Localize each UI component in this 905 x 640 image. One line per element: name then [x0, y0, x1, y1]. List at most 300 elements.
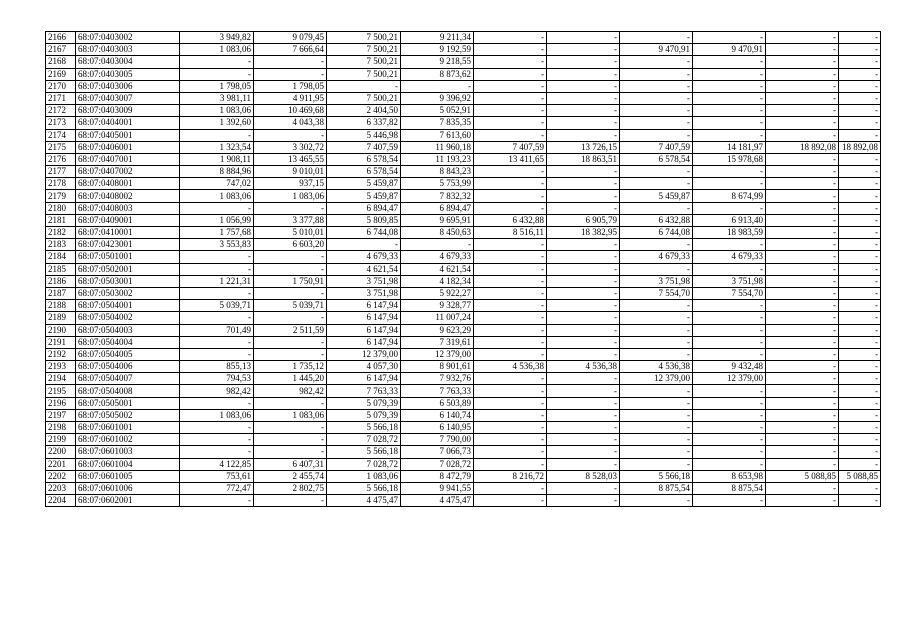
value-cell: 1 083,06: [180, 409, 254, 421]
value-cell: -: [693, 68, 766, 80]
value-cell: -: [693, 239, 766, 251]
value-cell: -: [327, 80, 401, 92]
value-cell: -: [766, 348, 839, 360]
value-cell: 6 140,74: [401, 409, 474, 421]
value-cell: -: [620, 300, 693, 312]
value-cell: 6 432,88: [474, 214, 547, 226]
value-cell: -: [547, 397, 620, 409]
value-cell: 1 083,06: [180, 190, 254, 202]
table-row: [46, 153, 881, 165]
value-cell: 5 079,39: [327, 409, 401, 421]
value-cell: -: [547, 32, 620, 44]
table-row: [46, 166, 881, 178]
value-cell: -: [839, 153, 881, 165]
value-cell: 1 083,06: [327, 470, 401, 482]
value-cell: 5 459,87: [327, 190, 401, 202]
value-cell: -: [693, 324, 766, 336]
value-cell: -: [474, 397, 547, 409]
value-cell: -: [839, 227, 881, 239]
value-cell: 5 088,85: [839, 470, 881, 482]
value-cell: -: [766, 275, 839, 287]
table-row: [46, 300, 881, 312]
value-cell: -: [839, 56, 881, 68]
value-cell: -: [620, 239, 693, 251]
value-cell: -: [547, 434, 620, 446]
value-cell: 9 328,77: [401, 300, 474, 312]
table-row: [46, 44, 881, 56]
value-cell: -: [547, 458, 620, 470]
value-cell: -: [766, 117, 839, 129]
value-cell: 9 218,55: [401, 56, 474, 68]
value-cell: -: [693, 56, 766, 68]
value-cell: 8 674,99: [693, 190, 766, 202]
value-cell: -: [766, 263, 839, 275]
value-cell: -: [620, 202, 693, 214]
row-number-cell: 2169: [46, 68, 76, 80]
cadastral-code-cell: 68:07:0406001: [76, 141, 180, 153]
cadastral-code-cell: 68:07:0504001: [76, 300, 180, 312]
value-cell: -: [620, 348, 693, 360]
value-cell: -: [180, 312, 254, 324]
value-cell: -: [547, 275, 620, 287]
value-cell: -: [254, 251, 327, 263]
value-cell: -: [180, 446, 254, 458]
value-cell: -: [620, 324, 693, 336]
value-cell: -: [547, 202, 620, 214]
table-row: [46, 263, 881, 275]
value-cell: 9 941,55: [401, 482, 474, 494]
value-cell: -: [839, 324, 881, 336]
value-cell: 9 079,45: [254, 32, 327, 44]
value-cell: 4 679,33: [327, 251, 401, 263]
value-cell: -: [620, 56, 693, 68]
value-cell: -: [693, 458, 766, 470]
value-cell: -: [839, 434, 881, 446]
value-cell: -: [766, 482, 839, 494]
cadastral-code-cell: 68:07:0403003: [76, 44, 180, 56]
value-cell: 3 751,98: [327, 287, 401, 299]
table-row: [46, 214, 881, 226]
value-cell: -: [474, 385, 547, 397]
value-cell: -: [839, 385, 881, 397]
value-cell: -: [474, 458, 547, 470]
row-number-cell: 2202: [46, 470, 76, 482]
value-cell: -: [766, 409, 839, 421]
row-number-cell: 2166: [46, 32, 76, 44]
row-number-cell: 2191: [46, 336, 76, 348]
row-number-cell: 2186: [46, 275, 76, 287]
value-cell: -: [474, 190, 547, 202]
value-cell: -: [839, 178, 881, 190]
value-cell: -: [620, 263, 693, 275]
value-cell: -: [254, 312, 327, 324]
value-cell: 3 751,98: [693, 275, 766, 287]
value-cell: -: [839, 446, 881, 458]
table-row: [46, 239, 881, 251]
value-cell: 6 432,88: [620, 214, 693, 226]
value-cell: -: [693, 32, 766, 44]
value-cell: -: [693, 446, 766, 458]
value-cell: 937,15: [254, 178, 327, 190]
value-cell: -: [620, 68, 693, 80]
row-number-cell: 2198: [46, 422, 76, 434]
value-cell: -: [766, 202, 839, 214]
value-cell: -: [766, 92, 839, 104]
value-cell: -: [839, 129, 881, 141]
value-cell: -: [254, 202, 327, 214]
cadastral-code-cell: 68:07:0403004: [76, 56, 180, 68]
value-cell: 12 379,00: [327, 348, 401, 360]
value-cell: 4 536,38: [620, 361, 693, 373]
row-number-cell: 2187: [46, 287, 76, 299]
value-cell: 7 554,70: [620, 287, 693, 299]
table-row: [46, 495, 881, 507]
value-cell: 6 147,94: [327, 373, 401, 385]
row-number-cell: 2201: [46, 458, 76, 470]
value-cell: -: [474, 166, 547, 178]
value-cell: -: [766, 44, 839, 56]
row-number-cell: 2192: [46, 348, 76, 360]
value-cell: 7 832,32: [401, 190, 474, 202]
value-cell: -: [547, 495, 620, 507]
value-cell: 13 411,65: [474, 153, 547, 165]
value-cell: 4 475,47: [401, 495, 474, 507]
value-cell: 6 905,79: [547, 214, 620, 226]
cadastral-code-cell: 68:07:0504008: [76, 385, 180, 397]
value-cell: 12 379,00: [620, 373, 693, 385]
cadastral-code-cell: 68:07:0403007: [76, 92, 180, 104]
value-cell: 12 379,00: [693, 373, 766, 385]
value-cell: -: [474, 129, 547, 141]
value-cell: 5 459,87: [327, 178, 401, 190]
value-cell: -: [180, 56, 254, 68]
row-number-cell: 2182: [46, 227, 76, 239]
value-cell: 11 193,23: [401, 153, 474, 165]
value-cell: -: [766, 287, 839, 299]
value-cell: 7 763,33: [401, 385, 474, 397]
value-cell: 4 475,47: [327, 495, 401, 507]
value-cell: 8 884,96: [180, 166, 254, 178]
value-cell: -: [839, 348, 881, 360]
value-cell: -: [474, 409, 547, 421]
value-cell: 8 901,61: [401, 361, 474, 373]
value-cell: -: [180, 287, 254, 299]
value-cell: 11 007,24: [401, 312, 474, 324]
value-cell: -: [547, 300, 620, 312]
value-cell: -: [839, 117, 881, 129]
value-cell: 3 553,83: [180, 239, 254, 251]
value-cell: 7 028,72: [401, 458, 474, 470]
table-row: [46, 470, 881, 482]
row-number-cell: 2183: [46, 239, 76, 251]
value-cell: 6 147,94: [327, 336, 401, 348]
value-cell: -: [474, 56, 547, 68]
value-cell: -: [620, 434, 693, 446]
table-row: [46, 251, 881, 263]
value-cell: 4 621,54: [401, 263, 474, 275]
value-cell: -: [474, 434, 547, 446]
table-row: [46, 227, 881, 239]
table-body: [46, 32, 881, 507]
value-cell: -: [180, 495, 254, 507]
value-cell: 6 578,54: [620, 153, 693, 165]
value-cell: -: [547, 239, 620, 251]
value-cell: -: [474, 178, 547, 190]
value-cell: 1 757,68: [180, 227, 254, 239]
value-cell: 8 472,79: [401, 470, 474, 482]
table-row: [46, 202, 881, 214]
table-row: [46, 446, 881, 458]
value-cell: -: [693, 409, 766, 421]
value-cell: -: [766, 251, 839, 263]
row-number-cell: 2193: [46, 361, 76, 373]
value-cell: 18 892,08: [766, 141, 839, 153]
value-cell: 7 500,21: [327, 68, 401, 80]
value-cell: 6 147,94: [327, 300, 401, 312]
row-number-cell: 2199: [46, 434, 76, 446]
value-cell: -: [474, 251, 547, 263]
value-cell: 10 469,68: [254, 105, 327, 117]
value-cell: -: [254, 434, 327, 446]
cadastral-code-cell: 68:07:0504003: [76, 324, 180, 336]
value-cell: 5 566,18: [620, 470, 693, 482]
value-cell: -: [839, 495, 881, 507]
row-number-cell: 2190: [46, 324, 76, 336]
value-cell: 772,47: [180, 482, 254, 494]
value-cell: 2 511,59: [254, 324, 327, 336]
value-cell: -: [839, 336, 881, 348]
row-number-cell: 2184: [46, 251, 76, 263]
value-cell: 8 450,63: [401, 227, 474, 239]
table-row: [46, 68, 881, 80]
value-cell: -: [839, 263, 881, 275]
value-cell: 9 396,92: [401, 92, 474, 104]
value-cell: -: [180, 263, 254, 275]
value-cell: -: [254, 422, 327, 434]
value-cell: -: [693, 263, 766, 275]
value-cell: 7 407,59: [327, 141, 401, 153]
value-cell: -: [474, 44, 547, 56]
value-cell: 1 798,05: [254, 80, 327, 92]
value-cell: 6 578,54: [327, 166, 401, 178]
table-row: [46, 178, 881, 190]
value-cell: -: [254, 446, 327, 458]
value-cell: -: [839, 166, 881, 178]
value-cell: -: [180, 68, 254, 80]
value-cell: 5 039,71: [180, 300, 254, 312]
value-cell: 6 140,95: [401, 422, 474, 434]
value-cell: -: [547, 422, 620, 434]
value-cell: -: [766, 239, 839, 251]
value-cell: -: [693, 117, 766, 129]
value-cell: -: [766, 434, 839, 446]
value-cell: 5 079,39: [327, 397, 401, 409]
value-cell: -: [254, 129, 327, 141]
row-number-cell: 2185: [46, 263, 76, 275]
value-cell: -: [474, 32, 547, 44]
cadastral-code-cell: 68:07:0403005: [76, 68, 180, 80]
value-cell: 13 726,15: [547, 141, 620, 153]
row-number-cell: 2168: [46, 56, 76, 68]
value-cell: 6 578,54: [327, 153, 401, 165]
value-cell: 8 873,62: [401, 68, 474, 80]
value-cell: 3 751,98: [327, 275, 401, 287]
value-cell: 5 446,98: [327, 129, 401, 141]
value-cell: 12 379,00: [401, 348, 474, 360]
value-cell: -: [766, 336, 839, 348]
value-cell: 3 981,11: [180, 92, 254, 104]
value-cell: 11 960,18: [401, 141, 474, 153]
value-cell: -: [547, 44, 620, 56]
value-cell: 982,42: [254, 385, 327, 397]
value-cell: -: [547, 190, 620, 202]
value-cell: 6 744,08: [620, 227, 693, 239]
value-cell: -: [620, 336, 693, 348]
value-cell: -: [620, 458, 693, 470]
value-cell: 4 679,33: [401, 251, 474, 263]
value-cell: -: [766, 32, 839, 44]
value-cell: -: [474, 300, 547, 312]
value-cell: 5 566,18: [327, 446, 401, 458]
value-cell: -: [254, 68, 327, 80]
cadastral-code-cell: 68:07:0409001: [76, 214, 180, 226]
value-cell: -: [839, 190, 881, 202]
value-cell: -: [474, 80, 547, 92]
value-cell: 7 066,73: [401, 446, 474, 458]
value-cell: -: [766, 312, 839, 324]
row-number-cell: 2179: [46, 190, 76, 202]
value-cell: -: [620, 129, 693, 141]
value-cell: -: [766, 422, 839, 434]
value-cell: 4 043,38: [254, 117, 327, 129]
value-cell: 15 978,68: [693, 153, 766, 165]
value-cell: 2 455,74: [254, 470, 327, 482]
value-cell: 4 911,95: [254, 92, 327, 104]
value-cell: -: [839, 239, 881, 251]
value-cell: 3 949,82: [180, 32, 254, 44]
value-cell: -: [766, 397, 839, 409]
value-cell: -: [180, 251, 254, 263]
table-row: [46, 409, 881, 421]
value-cell: -: [620, 312, 693, 324]
row-number-cell: 2172: [46, 105, 76, 117]
value-cell: 9 470,91: [693, 44, 766, 56]
value-cell: -: [547, 446, 620, 458]
value-cell: -: [620, 117, 693, 129]
value-cell: -: [401, 239, 474, 251]
value-cell: -: [620, 32, 693, 44]
row-number-cell: 2194: [46, 373, 76, 385]
value-cell: -: [180, 348, 254, 360]
value-cell: 7 500,21: [327, 92, 401, 104]
table-row: [46, 361, 881, 373]
value-cell: -: [254, 56, 327, 68]
value-cell: -: [620, 422, 693, 434]
value-cell: -: [474, 495, 547, 507]
value-cell: -: [839, 80, 881, 92]
value-cell: -: [839, 68, 881, 80]
table-row: [46, 458, 881, 470]
table-row: [46, 336, 881, 348]
value-cell: 9 211,34: [401, 32, 474, 44]
value-cell: -: [766, 153, 839, 165]
row-number-cell: 2176: [46, 153, 76, 165]
value-cell: 2 802,75: [254, 482, 327, 494]
value-cell: -: [620, 80, 693, 92]
value-cell: 6 147,94: [327, 312, 401, 324]
value-cell: -: [547, 68, 620, 80]
value-cell: 1 392,60: [180, 117, 254, 129]
value-cell: -: [839, 287, 881, 299]
value-cell: 4 122,85: [180, 458, 254, 470]
value-cell: -: [620, 495, 693, 507]
value-cell: 9 695,91: [401, 214, 474, 226]
value-cell: 9 432,48: [693, 361, 766, 373]
value-cell: -: [180, 336, 254, 348]
value-cell: -: [839, 482, 881, 494]
value-cell: 6 894,47: [401, 202, 474, 214]
value-cell: -: [693, 312, 766, 324]
value-cell: 7 407,59: [474, 141, 547, 153]
table-row: [46, 373, 881, 385]
value-cell: -: [474, 117, 547, 129]
value-cell: -: [620, 385, 693, 397]
value-cell: 13 465,55: [254, 153, 327, 165]
value-cell: -: [180, 129, 254, 141]
value-cell: -: [693, 300, 766, 312]
value-cell: 8 875,54: [620, 482, 693, 494]
cadastral-code-cell: 68:07:0601004: [76, 458, 180, 470]
row-number-cell: 2177: [46, 166, 76, 178]
value-cell: 6 913,40: [693, 214, 766, 226]
cadastral-code-cell: 68:07:0407002: [76, 166, 180, 178]
value-cell: -: [474, 312, 547, 324]
value-cell: -: [620, 105, 693, 117]
value-cell: -: [547, 263, 620, 275]
value-cell: 7 790,00: [401, 434, 474, 446]
value-cell: 8 528,03: [547, 470, 620, 482]
value-cell: 701,49: [180, 324, 254, 336]
value-cell: 7 028,72: [327, 434, 401, 446]
cadastral-code-cell: 68:07:0504002: [76, 312, 180, 324]
value-cell: -: [839, 202, 881, 214]
value-cell: -: [547, 482, 620, 494]
value-cell: 5 039,71: [254, 300, 327, 312]
value-cell: -: [474, 239, 547, 251]
value-cell: -: [474, 373, 547, 385]
table-row: [46, 422, 881, 434]
value-cell: -: [474, 422, 547, 434]
value-cell: 5 566,18: [327, 422, 401, 434]
value-cell: -: [474, 348, 547, 360]
value-cell: 1 445,20: [254, 373, 327, 385]
value-cell: 9 470,91: [620, 44, 693, 56]
value-cell: 8 516,11: [474, 227, 547, 239]
value-cell: 8 653,98: [693, 470, 766, 482]
value-cell: -: [547, 129, 620, 141]
value-cell: 8 216,72: [474, 470, 547, 482]
value-cell: -: [693, 92, 766, 104]
row-number-cell: 2178: [46, 178, 76, 190]
table-row: [46, 324, 881, 336]
value-cell: 18 983,59: [693, 227, 766, 239]
value-cell: -: [839, 251, 881, 263]
value-cell: -: [839, 44, 881, 56]
value-cell: -: [547, 324, 620, 336]
value-cell: -: [474, 324, 547, 336]
value-cell: 6 744,08: [327, 227, 401, 239]
cadastral-code-cell: 68:07:0403009: [76, 105, 180, 117]
